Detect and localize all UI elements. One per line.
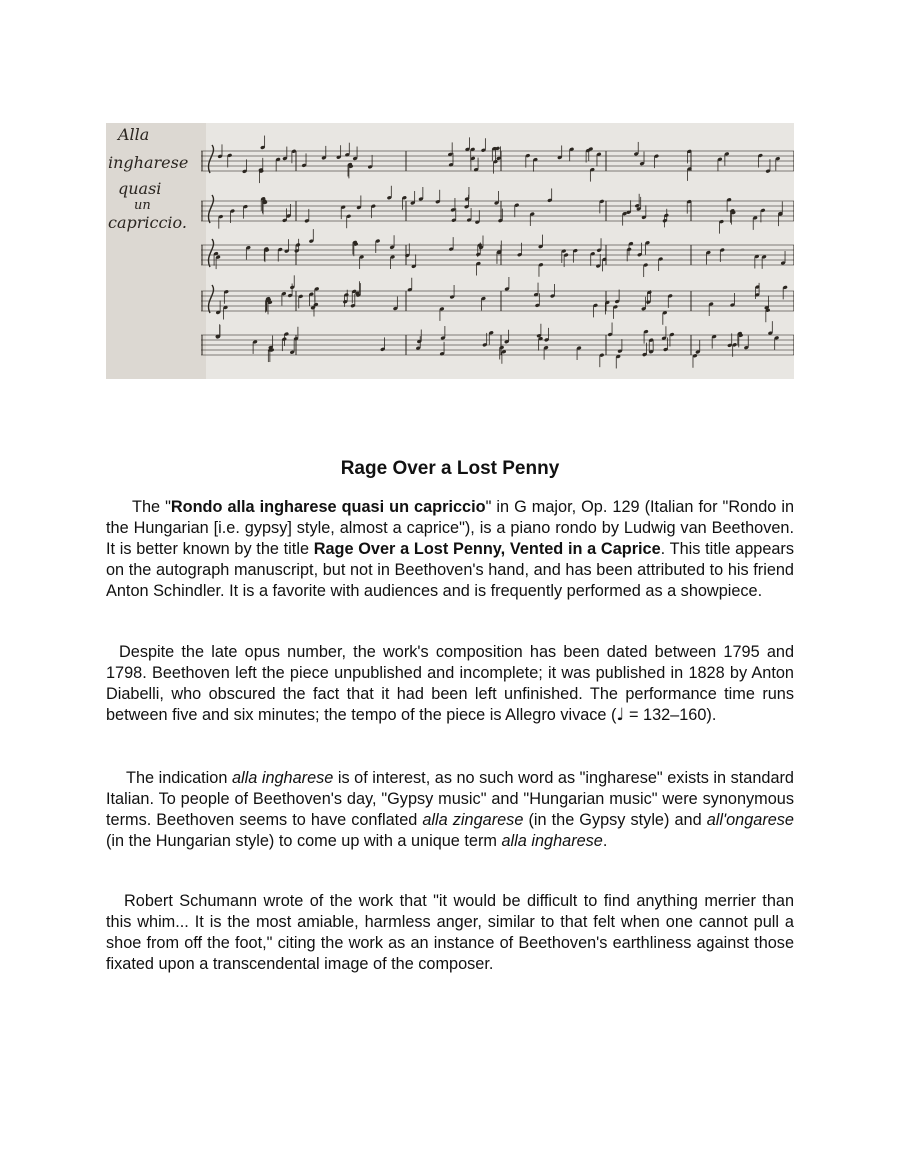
manuscript-hand-line-4: un (134, 198, 151, 213)
paragraph-intro (106, 497, 794, 602)
manuscript-staves (106, 123, 794, 379)
bold-run-full-title: Rondo alla ingharese quasi un capriccio (170, 498, 486, 516)
text-run: (in the Gypsy style) and (523, 811, 707, 829)
text-run: is of interest, as no such word as "ingharese" exists in standard Italian. To people of Beethoven's day, "Gypsy music" and "Hungarian music" were synonymous terms. Beethoven seems to have conflated (106, 769, 794, 829)
bold-run-known-title: Rage Over a Lost Penny, Vented in a Caprice (313, 540, 661, 558)
manuscript-clef (208, 239, 213, 267)
text-run: . (602, 832, 608, 850)
manuscript-clef (208, 195, 213, 223)
italic-run: alla ingharese (231, 769, 334, 787)
italic-run: alla zingarese (422, 811, 524, 829)
italic-run: alla ingharese (501, 832, 603, 850)
manuscript-hand-line-5: capriccio. (108, 213, 187, 232)
manuscript-image (106, 123, 794, 379)
text-run: . This title appears on the autograph manuscript, but not in Beethoven's hand, and has been attributed to his friend Anton Schindler. It is a favorite with audiences and is frequently performed as a showpiece. (106, 540, 794, 600)
text-run: = 132–160). (624, 706, 717, 724)
paragraph-schumann (106, 891, 794, 975)
text-run: The indication (126, 769, 232, 787)
manuscript-hand-line-1: Alla (118, 125, 150, 144)
manuscript-hand-line-2: ingharese (108, 153, 189, 172)
paragraph-indication (106, 768, 794, 852)
paragraph-composition (106, 642, 794, 726)
text-run: Robert Schumann wrote of the work that "it would be difficult to find anything merrier than this whim... It is the most amiable, harmless anger, similar to that felt when one cannot pull a shoe from off the foot," citing the work as an instance of Beethoven's earthliness against those fixated upon a transcendental image of the composer. (106, 892, 794, 973)
quarter-note-icon: ♩ (616, 705, 625, 725)
italic-run: all'ongarese (706, 811, 794, 829)
manuscript-clef (208, 285, 213, 313)
text-run: " in G major, Op. 129 (Italian for "Rondo in the Hungarian [i.e. gypsy] style, almost a caprice"), is a piano rondo by Ludwig van Beethoven. It is better known by the title (106, 498, 795, 558)
manuscript-clef (208, 145, 213, 173)
text-run: The " (132, 498, 171, 516)
text-run: Despite the late opus number, the work's composition has been dated between 1795 and 1798. Beethoven left the piece unpublished and incomplete; it was published in 1828 by Anton Diabelli, who obscured the fact that it had been left unfinished. The performance time runs between five and six minutes; the tempo of the piece is Allegro vivace ( (106, 643, 794, 724)
manuscript-hand-line-3: quasi (118, 179, 162, 198)
page-title: Rage Over a Lost Penny (340, 458, 560, 479)
text-run: (in the Hungarian style) to come up with a unique term (106, 832, 502, 850)
